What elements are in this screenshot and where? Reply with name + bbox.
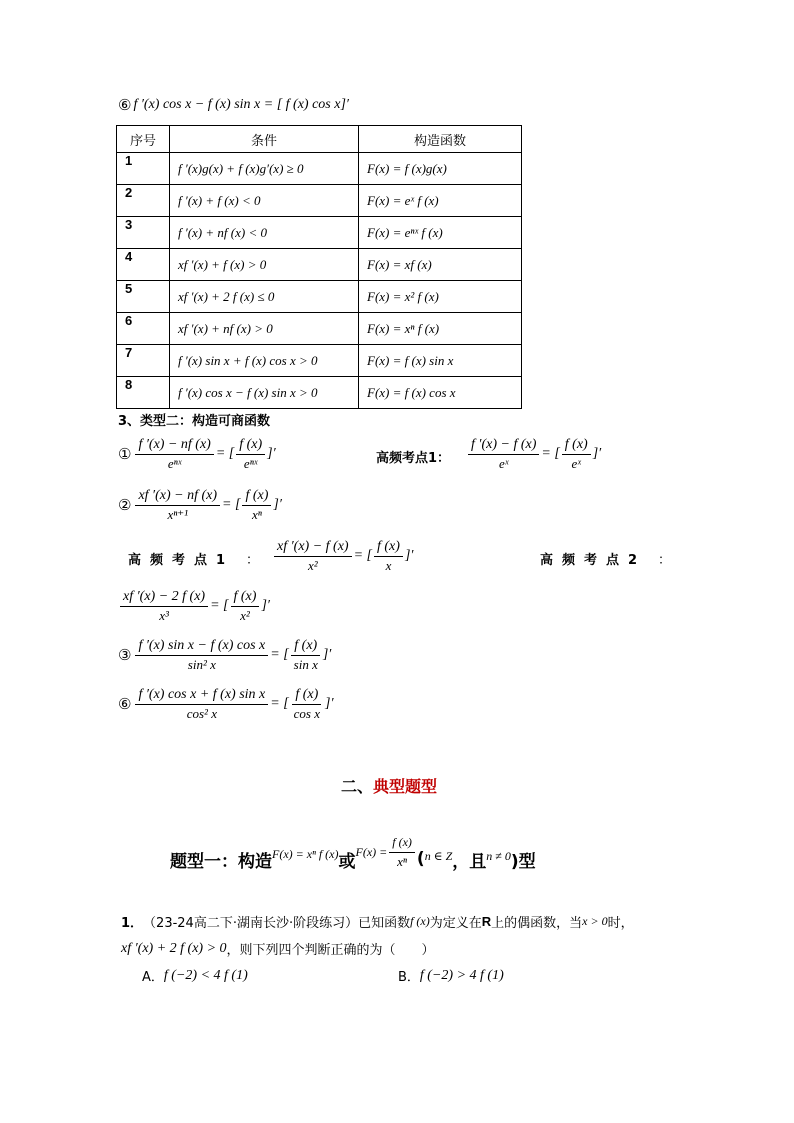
problem-1-line-1 <box>121 912 634 931</box>
problem-number: 1． <box>121 916 144 931</box>
high-freq-formula-1 <box>466 436 601 472</box>
fraction-right <box>242 487 271 523</box>
row-index: 7 <box>117 345 170 377</box>
construction-table <box>116 125 522 409</box>
equals-bracket: = [ <box>270 647 289 662</box>
row-function: F(x) = f (x)g(x) <box>359 153 522 185</box>
denominator: x <box>385 558 392 573</box>
row-index: 6 <box>117 313 170 345</box>
denominator: cos² x <box>186 706 217 721</box>
formula-expr: f ′(x) cos x − f (x) sin x = [ f (x) cos x]′ <box>133 97 349 112</box>
fraction-left <box>135 686 268 722</box>
numerator: f (x) <box>236 436 265 455</box>
numerator: f ′(x) − nf (x) <box>135 436 213 455</box>
numerator: xf ′(x) − 2 f (x) <box>120 588 208 607</box>
equals-bracket: = [ <box>215 446 235 461</box>
problem-text-1: 为定义在 <box>429 916 482 931</box>
circled-marker: ③ <box>118 646 132 664</box>
section-2-heading <box>341 774 437 797</box>
bracket-prime: ]′ <box>261 598 270 613</box>
row-function: F(x) = f (x) sin x <box>359 345 522 377</box>
numerator: xf ′(x) − f (x) <box>274 538 352 557</box>
numerator: f (x) <box>389 834 415 853</box>
formula-6 <box>118 686 334 722</box>
section-3-title: 3、类型二：构造可商函数 <box>118 414 271 429</box>
fraction-left <box>274 538 352 574</box>
problem-text-2: 上的偶函数，当 <box>491 916 583 931</box>
row-condition: xf ′(x) + 2 f (x) ≤ 0 <box>170 281 359 313</box>
fraction-left <box>120 588 208 624</box>
fraction-right <box>562 436 591 472</box>
problem-text-3: 时， <box>607 916 634 931</box>
equals-bracket: = [ <box>270 696 289 711</box>
bracket-prime: ]′ <box>267 446 276 461</box>
row-function: F(x) = eⁿˣ f (x) <box>359 217 522 249</box>
row-index: 3 <box>117 217 170 249</box>
row-condition: f ′(x)g(x) + f (x)g′(x) ≥ 0 <box>170 153 359 185</box>
denominator: cos x <box>293 706 321 721</box>
fraction-right <box>291 637 321 673</box>
fraction-right <box>374 538 403 574</box>
type-1-formula-2 <box>356 834 417 870</box>
row-condition: xf ′(x) + nf (x) > 0 <box>170 313 359 345</box>
problem-ineq: xf ′(x) + 2 f (x) > 0 <box>121 940 227 956</box>
numerator: f (x) <box>374 538 403 557</box>
table-row <box>117 217 522 249</box>
table-row <box>117 345 522 377</box>
denominator: eˣ <box>571 456 581 471</box>
row-index: 1 <box>117 153 170 185</box>
row-index: 5 <box>117 281 170 313</box>
row-condition: f ′(x) + f (x) < 0 <box>170 185 359 217</box>
row-function: F(x) = x² f (x) <box>359 281 522 313</box>
fraction-left <box>468 436 539 472</box>
numerator: f (x) <box>292 686 321 705</box>
numerator: f ′(x) sin x − f (x) cos x <box>135 637 268 656</box>
option-a[interactable] <box>142 966 248 985</box>
problem-text-4: ，则下列四个判断正确的为（ ） <box>226 943 435 958</box>
fraction <box>389 834 415 870</box>
denominator: eⁿˣ <box>243 456 258 471</box>
type-1-text-c: ( <box>416 849 425 869</box>
denominator: sin² x <box>187 657 216 672</box>
bracket-prime: ]′ <box>322 647 332 662</box>
fraction-left <box>135 487 220 523</box>
circled-marker: ② <box>118 496 132 514</box>
problem-fx: f (x) <box>410 914 430 928</box>
numerator: f (x) <box>562 436 591 455</box>
option-b-label: B． <box>398 970 420 985</box>
problem-1-line-2 <box>121 939 435 958</box>
option-b[interactable] <box>398 966 504 985</box>
numerator: f (x) <box>242 487 271 506</box>
row-index: 4 <box>117 249 170 281</box>
fraction-left <box>135 436 213 472</box>
formula-6-top <box>118 96 349 114</box>
row-index: 2 <box>117 185 170 217</box>
denominator: eˣ <box>498 456 509 471</box>
high-freq-label-spaced-1: 高频考点1 <box>128 553 235 568</box>
type-1-text-b: 或 <box>338 851 356 872</box>
denominator: sin x <box>293 657 318 672</box>
formula-3 <box>118 637 331 673</box>
denominator: xⁿ <box>397 854 408 869</box>
circled-marker: ⑥ <box>118 695 132 713</box>
bracket-prime: ]′ <box>404 548 414 563</box>
numerator: f ′(x) cos x + f (x) sin x <box>135 686 268 705</box>
denominator: x² <box>307 558 318 573</box>
equals-bracket: = [ <box>210 598 229 613</box>
row-function: F(x) = f (x) cos x <box>359 377 522 409</box>
table-row <box>117 281 522 313</box>
denominator: xⁿ <box>251 507 262 522</box>
numerator: f (x) <box>291 637 320 656</box>
type-1-text-d: ，且 <box>452 851 487 872</box>
numerator: xf ′(x) − nf (x) <box>135 487 220 506</box>
high-freq-formula-a <box>272 538 413 574</box>
problem-source: （23-24高二下·湖南长沙·阶段练习）已知函数 <box>143 916 411 931</box>
denominator: xⁿ⁺¹ <box>167 507 189 522</box>
numerator: f (x) <box>231 588 260 607</box>
bracket-prime: ]′ <box>592 446 602 461</box>
type-1-heading <box>170 835 536 877</box>
header-index: 序号 <box>117 126 170 153</box>
formula-2 <box>118 487 282 523</box>
table-row <box>117 313 522 345</box>
equals-bracket: = [ <box>353 548 372 563</box>
option-b-text: f (−2) > 4 f (1) <box>419 967 504 983</box>
option-a-label: A． <box>142 970 164 985</box>
numerator: f ′(x) − f (x) <box>468 436 539 455</box>
bracket-prime: ]′ <box>325 696 334 711</box>
section-2-prefix: 二、 <box>341 777 374 796</box>
high-freq-label-spaced-2: 高频考点2 <box>540 553 647 568</box>
colon: ： <box>658 553 672 568</box>
fraction-right <box>236 436 265 472</box>
header-function: 构造函数 <box>359 126 522 153</box>
fraction-right <box>291 686 323 722</box>
row-condition: f ′(x) cos x − f (x) sin x > 0 <box>170 377 359 409</box>
row-condition: xf ′(x) + f (x) > 0 <box>170 249 359 281</box>
table-row <box>117 185 522 217</box>
type-1-cond-1: n ∈ Z <box>424 848 453 863</box>
option-a-text: f (−2) < 4 f (1) <box>163 967 248 983</box>
table-header-row <box>117 126 522 153</box>
circled-marker: ① <box>118 445 132 463</box>
equals-bracket: = [ <box>222 497 241 512</box>
bracket-prime: ]′ <box>273 497 282 512</box>
formula-1 <box>118 436 276 472</box>
denominator: x² <box>240 608 250 623</box>
problem-cond: x > 0 <box>582 914 608 928</box>
type-1-text-e: )型 <box>510 851 536 872</box>
row-function: F(x) = eˣ f (x) <box>359 185 522 217</box>
table-row <box>117 249 522 281</box>
type-1-formula-1: F(x) = xⁿ f (x) <box>272 846 339 861</box>
row-function: F(x) = xⁿ f (x) <box>359 313 522 345</box>
header-condition: 条件 <box>170 126 359 153</box>
row-condition: f ′(x) sin x + f (x) cos x > 0 <box>170 345 359 377</box>
equals-bracket: = [ <box>541 446 560 461</box>
fraction-right <box>231 588 260 624</box>
colon: ： <box>246 553 260 568</box>
problem-R: R <box>481 914 492 929</box>
row-function: F(x) = xf (x) <box>359 249 522 281</box>
section-2-title: 典型题型 <box>373 777 438 796</box>
row-condition: f ′(x) + nf (x) < 0 <box>170 217 359 249</box>
circled-marker: ⑥ <box>118 96 132 114</box>
high-freq-formula-b <box>118 588 270 624</box>
table-row <box>117 377 522 409</box>
denominator: eⁿˣ <box>167 456 182 471</box>
table-row <box>117 153 522 185</box>
type-1-cond-2: n ≠ 0 <box>486 848 511 863</box>
high-freq-label-1: 高频考点1： <box>376 451 451 466</box>
type-1-text-a: 题型一：构造 <box>170 851 272 872</box>
formula-lhs: F(x) = <box>355 844 388 859</box>
denominator: x³ <box>159 608 169 623</box>
fraction-left <box>135 637 268 673</box>
row-index: 8 <box>117 377 170 409</box>
